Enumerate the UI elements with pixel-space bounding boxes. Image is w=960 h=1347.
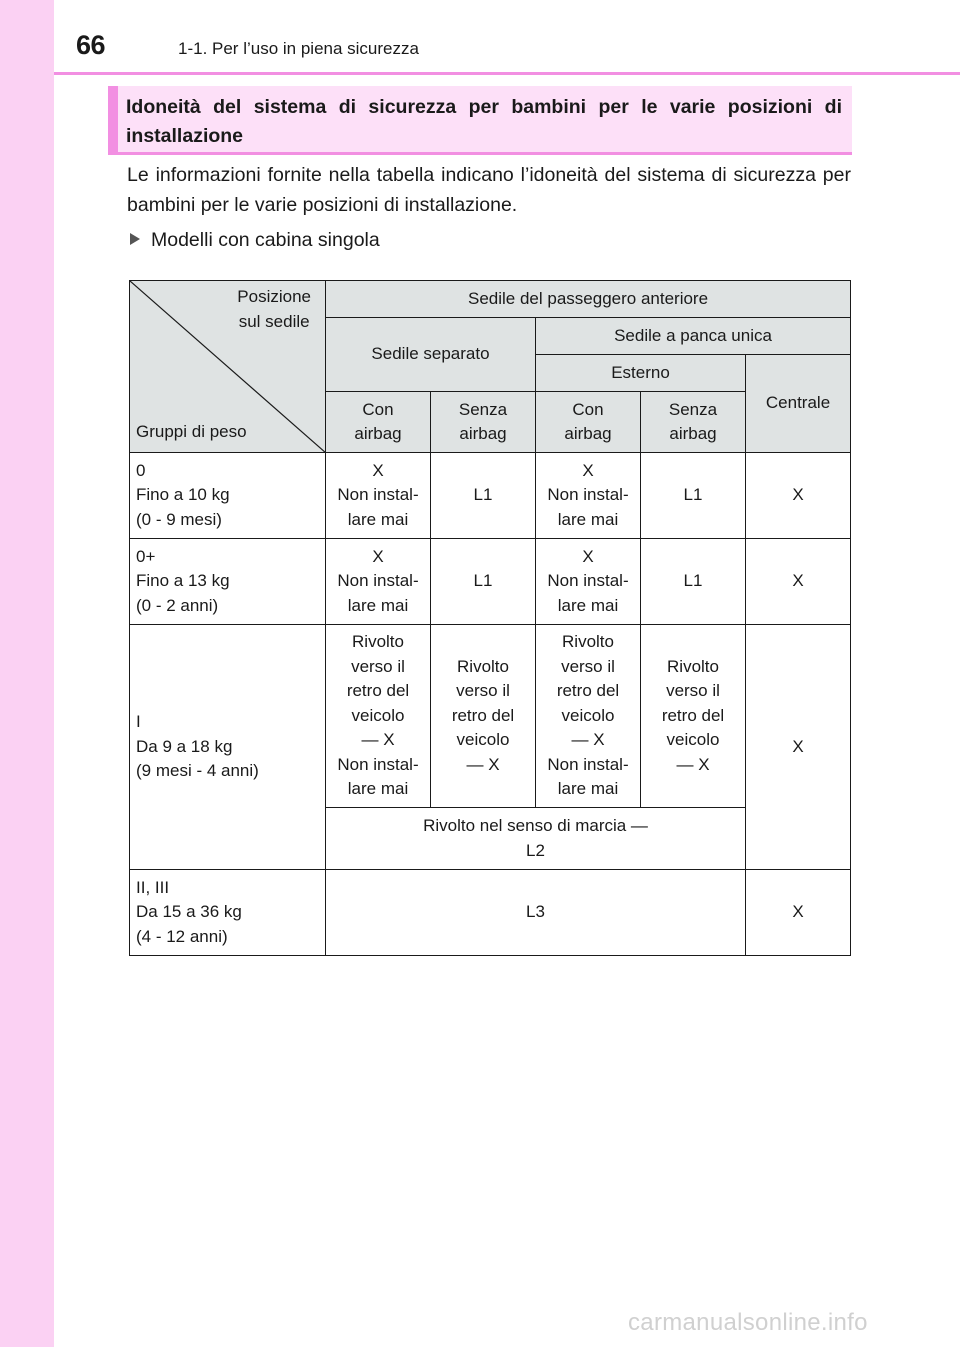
header-bench-seat: Sedile a panca unica — [536, 318, 851, 355]
table-cell: X — [746, 625, 851, 870]
section-accent-bar — [108, 86, 118, 152]
table-row — [130, 625, 851, 808]
table-cell: L1 — [431, 453, 536, 539]
page-number: 66 — [76, 30, 106, 60]
table-row — [130, 870, 851, 956]
weight-group-cell: 0 Fino a 10 kg (0 - 9 mesi) — [130, 453, 326, 539]
table-cell: X Non instal- lare mai — [536, 453, 641, 539]
table-cell: X Non instal- lare mai — [326, 453, 431, 539]
weight-group-cell: II, III Da 15 a 36 kg (4 - 12 anni) — [130, 870, 326, 956]
side-color-strip — [0, 0, 54, 1347]
corner-group-label: Gruppi di peso — [136, 421, 247, 441]
forward-facing-cell: Rivolto nel senso di marcia — L2 — [326, 808, 746, 870]
table-cell: X — [746, 870, 851, 956]
bullet-item — [130, 227, 380, 253]
corner-position-label: Posizione sul sedile — [237, 287, 311, 331]
intro-paragraph: Le informazioni fornite nella tabella indicano l’idoneità del sistema di sicurezza per bambini per le varie posizioni di installazione. — [127, 164, 851, 216]
table-cell: X — [746, 453, 851, 539]
header-rule — [54, 72, 960, 75]
table-row — [130, 453, 851, 539]
table-cell: L1 — [641, 453, 746, 539]
table-cell: X Non instal- lare mai — [326, 539, 431, 625]
weight-group-cell: 0+ Fino a 13 kg (0 - 2 anni) — [130, 539, 326, 625]
header-col-with-airbag: Con airbag — [326, 392, 431, 453]
section-heading-box — [108, 86, 852, 155]
header-col-without-airbag: Senza airbag — [431, 392, 536, 453]
compatibility-table — [129, 280, 851, 956]
table-cell: L1 — [641, 539, 746, 625]
table-cell: X Non instal- lare mai — [536, 539, 641, 625]
table-cell: Rivolto verso il retro del veicolo — X Non instal- lare mai — [536, 625, 641, 808]
header-front-seat: Sedile del passeggero anteriore — [326, 281, 851, 318]
merged-cell: L3 — [326, 870, 746, 956]
table-cell: Rivolto verso il retro del veicolo — X — [641, 625, 746, 808]
table-cell: Rivolto verso il retro del veicolo — X Non instal- lare mai — [326, 625, 431, 808]
bullet-text: Modelli con cabina singola — [151, 229, 380, 251]
table-cell: X — [746, 539, 851, 625]
table-cell: L1 — [431, 539, 536, 625]
header-center: Centrale — [746, 355, 851, 453]
header-col-without-airbag: Senza airbag — [641, 392, 746, 453]
watermark: carmanualsonline.info — [628, 1309, 868, 1336]
triangle-bullet-icon — [130, 233, 140, 245]
section-title: Idoneità del sistema di sicurezza per bambini per le varie posizioni di installazione — [126, 96, 842, 147]
table-cell: Rivolto verso il retro del veicolo — X — [431, 625, 536, 808]
header-col-with-airbag: Con airbag — [536, 392, 641, 453]
weight-group-cell: I Da 9 a 18 kg (9 mesi - 4 anni) — [130, 625, 326, 870]
table-row — [130, 539, 851, 625]
header-separate-seat: Sedile separato — [326, 318, 536, 392]
table-corner-cell — [130, 281, 326, 453]
header-outer: Esterno — [536, 355, 746, 392]
chapter-title: 1-1. Per l’uso in piena sicurezza — [178, 39, 419, 58]
